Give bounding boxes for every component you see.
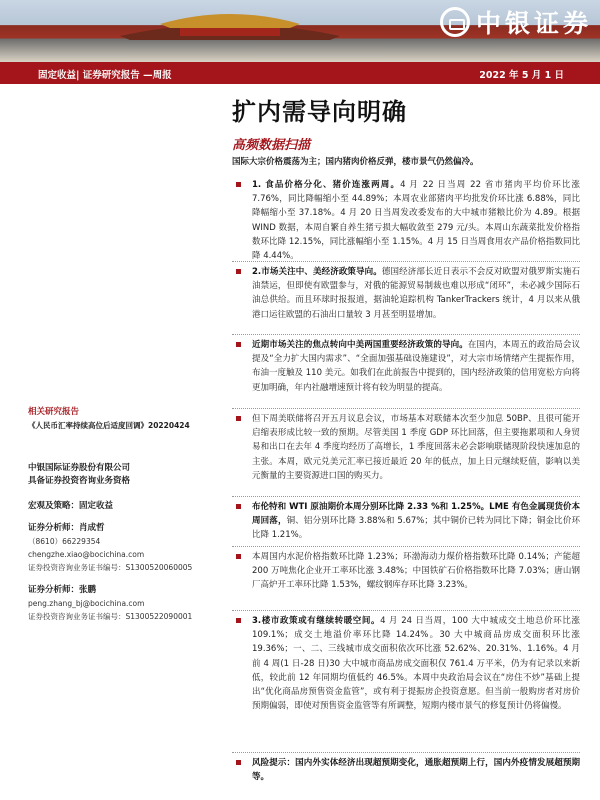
department bbox=[28, 500, 218, 513]
analyst-cert: 证券投资咨询业务证书编号：S1300522090001 bbox=[28, 612, 193, 621]
report-date: 2022 年 5 月 1 日 bbox=[479, 70, 564, 81]
bullet-heading: 3.楼市政策或有继续转暖空间。 bbox=[252, 616, 381, 626]
bullet-food-prices bbox=[232, 178, 580, 263]
brand-logo bbox=[440, 4, 592, 40]
bullet-marker bbox=[236, 618, 241, 623]
analyst-email[interactable]: peng.zhang_bj@bocichina.com bbox=[28, 599, 145, 608]
analyst-cert: 证券投资咨询业务证书编号：S1300520060005 bbox=[28, 563, 193, 572]
bullet-heading: 2.市场关注中、美经济政策导向。 bbox=[252, 267, 382, 277]
bullet-heading: 1. 食品价格分化、猪价连涨两周。 bbox=[252, 180, 401, 190]
summary-line: 国际大宗价格震荡为主；国内猪肉价格反弹，楼市景气仍然偏冷。 bbox=[232, 157, 479, 167]
firm-name: 中银国际证券股份有限公司 bbox=[28, 463, 131, 473]
bullet-risk bbox=[232, 756, 580, 784]
brand-name: 中银证券 bbox=[475, 9, 592, 38]
bullet-oil-metals bbox=[232, 500, 580, 543]
divider bbox=[232, 261, 580, 262]
bullet-body: 但下周美联储将召开五月议息会议，市场基本对联储本次至少加息 50BP、且很可能开启缩表形成比较一致的预期。尽管美国 1 季度 GDP 环比回落，但主要拖累项和人身贸易和出口在去年 4 季度均经历了高增长，1 季度回落未必会影响联储现阶段快速加息的主张。本周，欧元兑美元汇率已接近最近 20 年的低点，加上日元继续贬值，影响以美元衡量的主要资源进口国的购买力。 bbox=[252, 414, 580, 481]
divider bbox=[232, 752, 580, 753]
bank-logo-icon bbox=[440, 7, 470, 37]
bullet-marker bbox=[236, 760, 241, 765]
divider bbox=[232, 334, 580, 335]
divider bbox=[232, 610, 580, 611]
bullet-marker bbox=[236, 554, 241, 559]
bullet-marker bbox=[236, 269, 241, 274]
bullet-marker bbox=[236, 342, 241, 347]
bullet-body: 铜、铝分别环比降 3.88%和 5.67%；其中铜价已转为同比下降；铜金比价环比降 1.21%。 bbox=[252, 516, 580, 541]
bullet-property bbox=[232, 614, 580, 713]
analyst-2 bbox=[28, 584, 218, 623]
palace-roof-image bbox=[120, 2, 340, 40]
bullet-body: 德国经济部长近日表示不会反对欧盟对俄罗斯实施石油禁运，但即使有欧盟参与，对俄的能源贸易制裁也难以形成“闭环”，未必减少国际石油总供给。而且环球时报报道，据油轮追踪机构 TankerTrackers 统计，4 月以来从俄港口运往欧盟的石油出口量较 3 月甚至明显增加。 bbox=[252, 267, 580, 320]
divider bbox=[232, 496, 580, 497]
report-type: 固定收益| 证券研究报告 —周报 bbox=[38, 70, 172, 81]
firm-qualification: 具备证券投资咨询业务资格 bbox=[28, 476, 131, 486]
bullet-heading: 布伦特和 WTI 原油期价本周分别环比降 2.33 %和 1.25%。LME 有色金属现货价本周回落， bbox=[252, 502, 580, 527]
analyst-1 bbox=[28, 522, 218, 574]
bullet-marker bbox=[236, 416, 241, 421]
report-bar bbox=[0, 62, 600, 84]
bullet-heading: 风险提示：国内外实体经济出现超预期变化，通胀超预期上行，国内外疫情发展超预期等。 bbox=[252, 758, 580, 783]
related-title: 相关研究报告 bbox=[28, 407, 80, 417]
bullet-body: 在国内，本周五的政治局会议提及“全力扩大国内需求”、“全面加强基础设施建设”，对大宗市场情绪产生提振作用，布油一度触及 110 美元。如我们在此前报告中提到的，国内经济政策的信用宽松方向将更加明确，年内社融增速预计将有较为明显的提高。 bbox=[252, 340, 580, 393]
page-subtitle: 高频数据扫描 bbox=[232, 138, 311, 153]
bullet-body: 本周国内水泥价格指数环比降 1.23%；环渤海动力煤价格指数环比降 0.14%；产能超 200 万吨焦化企业开工率环比涨 3.48%；中国铁矿石价格指数环比降 7.03%；唐山钢厂高炉开工率环比降 1.53%，螺纹钢库存环比降 3.23%。 bbox=[252, 552, 580, 591]
related-research bbox=[28, 406, 218, 432]
analyst-phone: （8610）66229354 bbox=[28, 537, 101, 546]
bullet-marker bbox=[236, 182, 241, 187]
analyst-name: 证券分析师：肖成哲 bbox=[28, 523, 105, 533]
bullet-cement-steel bbox=[232, 550, 580, 593]
bullet-fed bbox=[232, 412, 580, 483]
divider bbox=[232, 408, 580, 409]
bullet-heading: 近期市场关注的焦点转向中美两国重要经济政策的导向。 bbox=[252, 340, 468, 350]
analyst-name: 证券分析师：张鹏 bbox=[28, 585, 97, 595]
page-title: 扩内需导向明确 bbox=[232, 97, 407, 126]
analyst-email[interactable]: chengzhe.xiao@bocichina.com bbox=[28, 550, 145, 559]
bullet-body: 4 月 22 日当周 22 省市猪肉平均价环比涨 7.76%，同比降幅缩小至 44.89%；本周农业部猪肉平均批发价环比涨 6.88%，同比降幅缩小至 37.18%。4 月 20 日当周发改委发布的大中城市猪粮比价为 4.89。根据 WIND 数据，本周自繁自养生猪亏损大幅收敛至 279 元/头。本周山东蔬菜批发价格指数环比降 12.15%，同比涨幅缩小至 1.15%。4 月 15 日当周食用农产品价格指数同比降 4.44%。 bbox=[252, 180, 580, 262]
header-banner bbox=[0, 0, 600, 62]
bullet-policy bbox=[232, 265, 580, 322]
related-report-link[interactable]: 《人民币汇率持续高位后适度回调》20220424 bbox=[28, 421, 190, 430]
bullet-focus bbox=[232, 338, 580, 395]
bullet-body: 4 月 24 日当周，100 大中城成交土地总价环比涨 109.1%；成交土地溢价率环比降 14.24%。30 大中城商品房成交面积环比涨 19.36%；一、二、三线城市成交面积依次环比涨 52.62%、20.31%、1.16%。4 月前 4 周(1 日-28 日)30 大中城市商品房成交面积仅 761.4 万平米，仍为有记录以来新低，较此前 12 年同期均值低约 46.5%。本周中央政治局会议在“房住不炒”基础上提出“优化商品房预售资金监管”，或有利于提振房企投资意愿。但当前一般购房者对房价预期偏弱，即使对预售资金监管等有所调整，短期内楼市景气的修复预计仍将偏慢。 bbox=[252, 616, 580, 712]
divider bbox=[232, 546, 580, 547]
department-label: 宏观及策略：固定收益 bbox=[28, 501, 114, 511]
firm-info bbox=[28, 462, 218, 488]
bullet-marker bbox=[236, 504, 241, 509]
